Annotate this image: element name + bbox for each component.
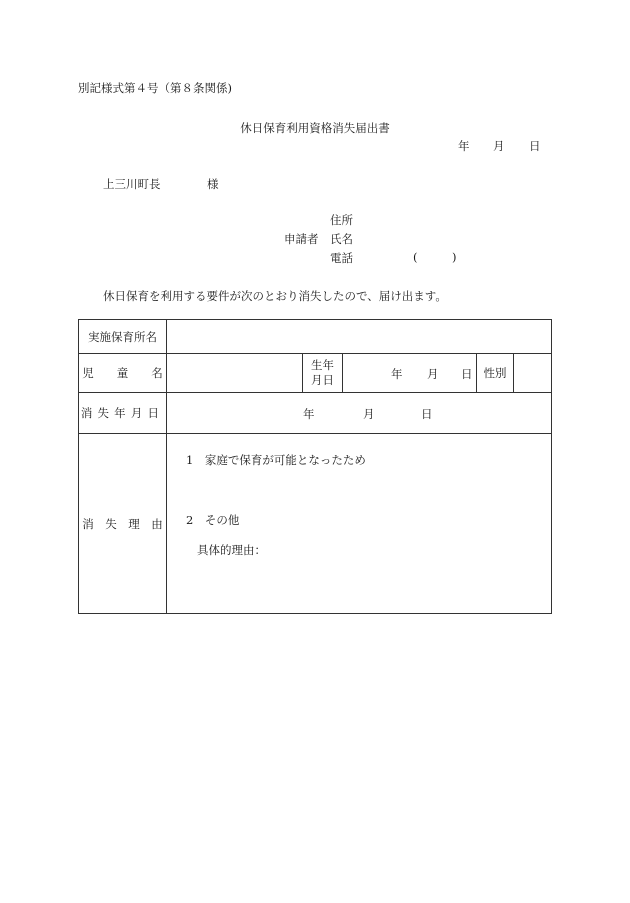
addressee: 上三川町長: [103, 177, 161, 191]
gender-label: 性別: [477, 354, 514, 393]
loss-date-field[interactable]: [167, 393, 552, 434]
address-label: 住所: [330, 213, 353, 227]
dob-field[interactable]: [343, 354, 477, 393]
child-row: [79, 354, 552, 393]
facility-row: [79, 320, 552, 354]
phone-paren-close: ): [452, 250, 457, 264]
dob-label: [303, 354, 343, 393]
loss-date-label: 消失年月日: [79, 393, 167, 434]
loss-date-row: [79, 393, 552, 434]
name-label: 氏名: [330, 232, 353, 246]
applicant-label: 申請者: [284, 232, 319, 246]
reason-field[interactable]: [167, 434, 552, 614]
loss-day-label: 日: [421, 407, 433, 421]
form-number: 別記様式第４号（第８条関係): [78, 81, 232, 95]
child-name-field[interactable]: [167, 354, 303, 393]
dob-year-label: 年: [391, 367, 403, 381]
reason-option-1: 1 家庭で保育が可能となったため: [186, 453, 366, 467]
facility-label: 実施保育所名: [79, 320, 167, 354]
notification-form-table: [78, 319, 552, 614]
dob-month-label: 月: [427, 367, 439, 381]
date-day-label: 日: [529, 139, 541, 153]
dob-day-label: 日: [461, 367, 473, 381]
reason-row: [79, 434, 552, 614]
reason-option-2: 2 その他: [186, 513, 240, 527]
loss-month-label: 月: [363, 407, 375, 421]
date-year-label: 年: [458, 139, 470, 153]
reason-label: 消 失 理 由: [79, 434, 167, 614]
reason-detail-label: 具体的理由：: [197, 543, 266, 557]
dob-label-line1: 生年: [311, 358, 334, 372]
document-title: 休日保育利用資格消失届出書: [240, 121, 390, 135]
facility-name-field[interactable]: [167, 320, 552, 354]
gender-field[interactable]: [514, 354, 552, 393]
loss-year-label: 年: [303, 407, 315, 421]
date-month-label: 月: [493, 139, 505, 153]
dob-label-line2: 月日: [311, 373, 334, 387]
intro-text: 休日保育を利用する要件が次のとおり消失したので、届け出ます。: [103, 289, 447, 303]
honorific: 様: [207, 177, 219, 191]
phone-paren-open: (: [413, 250, 418, 264]
phone-label: 電話: [330, 251, 353, 265]
child-name-label: 児 童 名: [79, 354, 167, 393]
